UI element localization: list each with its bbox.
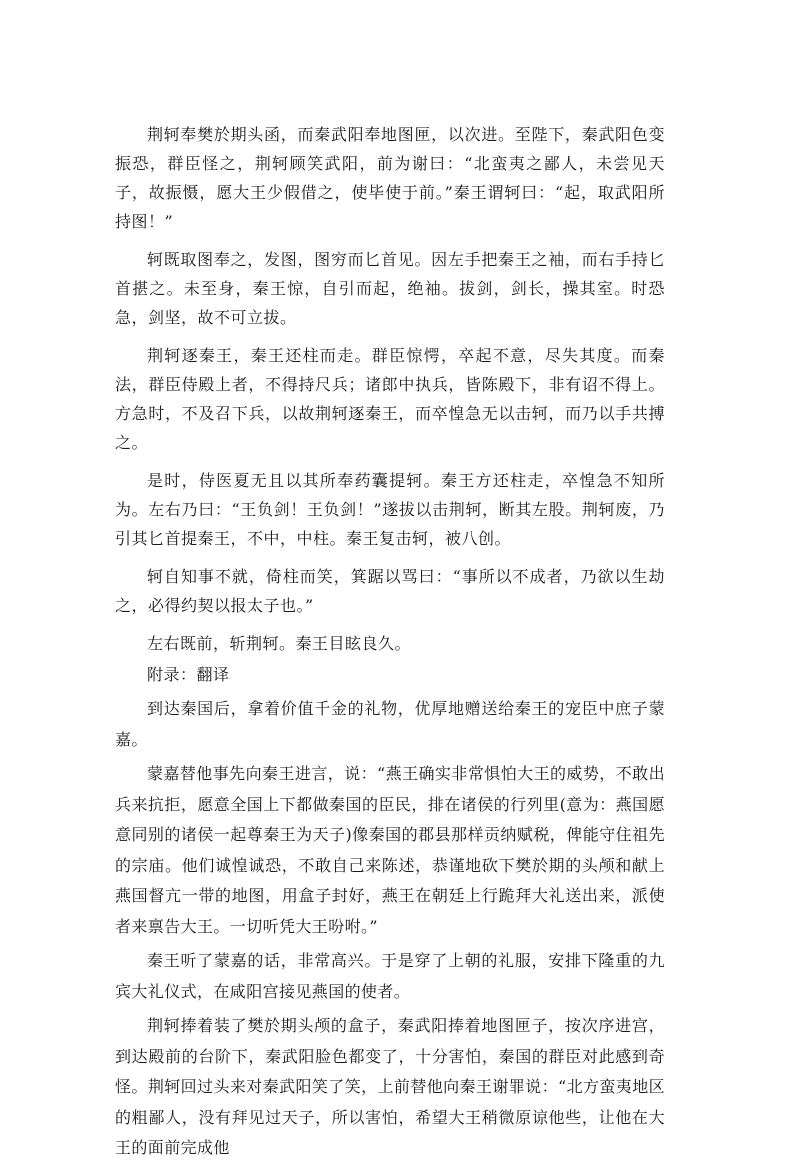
translation-paragraph-4: 荆轲捧着装了樊於期头颅的盒子，秦武阳捧着地图匣子，按次序进宫，到达殿前的台阶下，秦武阳脸色都变了，十分害怕，秦国的群臣对此感到奇怪。荆轲回过头来对秦武阳笑了笑，上前替他向秦王谢罪说：“北方蛮夷地区的粗鄙人，没有拜见过天子，所以害怕，希望大王稍微原谅他些，让他在大王的面前完成他	[115, 1016, 665, 1157]
paragraph-3: 荆轲逐秦王，秦王还柱而走。群臣惊愕，卒起不意，尽失其度。而秦法，群臣侍殿上者，不得持尺兵；诸郎中执兵，皆陈殿下，非有诏不得上。方急时，不及召下兵，以故荆轲逐秦王，而卒惶急无以击轲，而乃以手共搏之。	[115, 346, 665, 452]
translation-paragraph-2: 蒙嘉替他事先向秦王进言，说：“燕王确实非常惧怕大王的威势，不敢出兵来抗拒，愿意全国上下都做秦国的臣民，排在诸侯的行列里(意为：燕国愿意同别的诸侯一起尊秦王为天子)像秦国的郡县那样贡纳赋税，俾能守住祖先的宗庙。他们诚惶诚恐，不敢自己来陈述，恭谨地砍下樊於期的头颅和献上燕国督亢一带的地图，用盒子封好，燕王在朝廷上行跪拜大礼送出来，派使者来禀告大王。一切听凭大王吩咐。”	[115, 764, 665, 936]
paragraph-6: 左右既前，斩荆轲。秦王目眩良久。	[147, 634, 412, 653]
text-block	[115, 120, 665, 1168]
paragraph-5: 轲自知事不就，倚柱而笑，箕踞以骂曰：“事所以不成者，乃欲以生劫之，必得约契以报太子也。”	[115, 567, 665, 615]
paragraph-4: 是时，侍医夏无且以其所奉药囊提轲。秦王方还柱走，卒惶急不知所为。左右乃曰：“王负剑！王负剑！”遂拔以击荆轲，断其左股。荆轲废，乃引其匕首提秦王，不中，中柱。秦王复击轲，被八创。	[115, 471, 665, 548]
paragraph-2: 轲既取图奉之，发图，图穷而匕首见。因左手把秦王之袖，而右手持匕首揕之。未至身，秦王惊，自引而起，绝袖。拔剑，剑长，操其室。时恐急，剑坚，故不可立拔。	[115, 250, 665, 327]
translation-paragraph-1: 到达秦国后，拿着价值千金的礼物，优厚地赠送给秦王的宠臣中庶子蒙嘉。	[115, 699, 665, 749]
translation-paragraph-3: 秦王听了蒙嘉的话，非常高兴。于是穿了上朝的礼服，安排下隆重的九宾大礼仪式，在咸阳宫接见燕国的使者。	[115, 951, 665, 1001]
appendix-heading: 附录：翻译	[147, 665, 230, 684]
paragraph-1: 荆轲奉樊於期头函，而秦武阳奉地图匣，以次进。至陛下，秦武阳色变振恐，群臣怪之，荆轲顾笑武阳，前为谢曰：“北蛮夷之鄙人，未尝见天子，故振慑，愿大王少假借之，使毕使于前。”秦王谓轲曰：“起，取武阳所持图！”	[115, 125, 665, 231]
